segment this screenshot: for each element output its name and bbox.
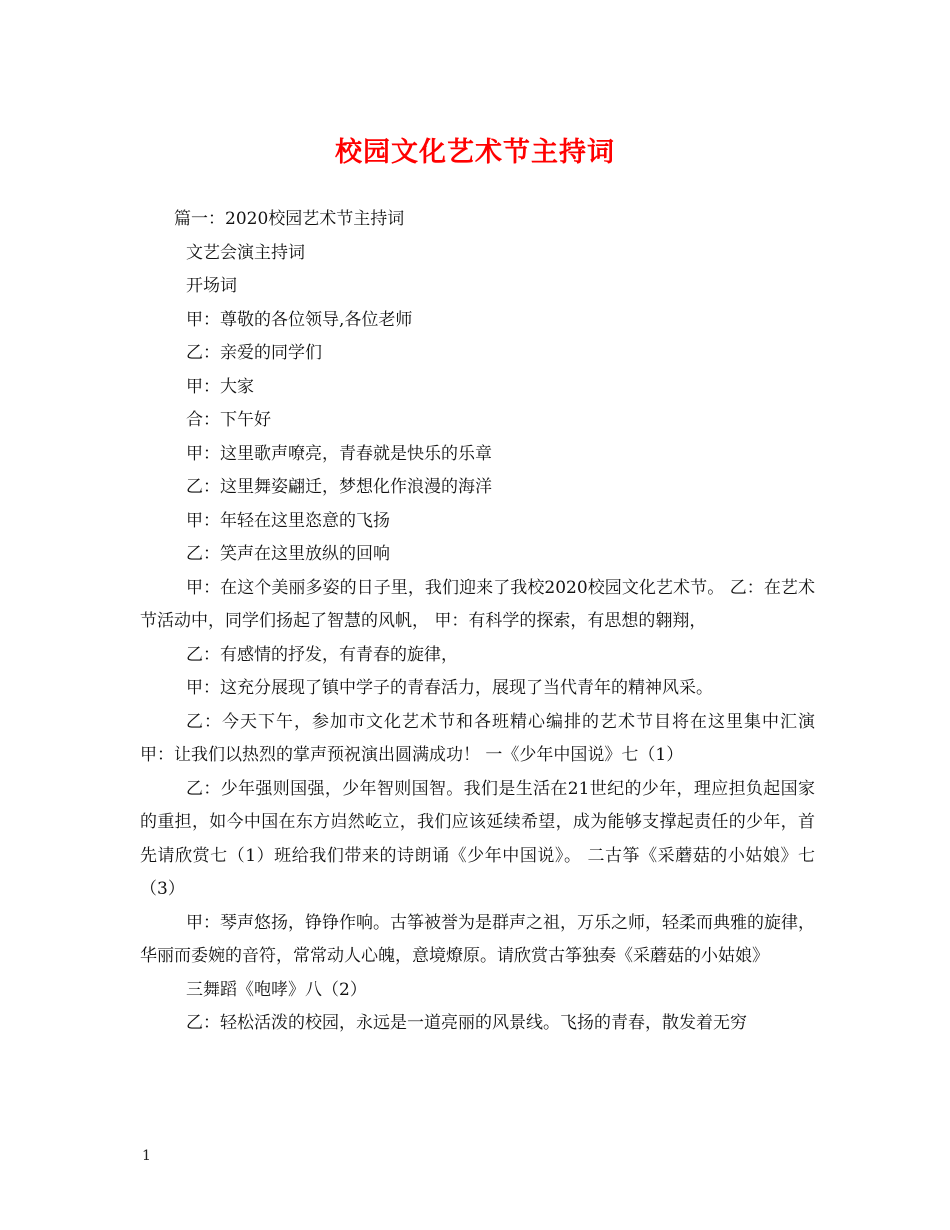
paragraph: 乙：轻松活泼的校园，永远是一道亮丽的风景线。飞扬的青春，散发着无穷 xyxy=(186,1013,747,1033)
paragraph: 甲：尊敬的各位领导,各位老师 xyxy=(186,309,413,330)
paragraph: 文艺会演主持词 xyxy=(186,242,305,263)
paragraph: 甲：琴声悠扬，铮铮作响。古筝被誉为是群声之祖，万乐之师，轻柔而典雅的旋律，华丽而委婉的音符，常常动人心魄，意境燎原。请欣赏古筝独奏《采蘑菇的小姑娘》 xyxy=(140,912,815,966)
document-body xyxy=(140,203,815,1041)
paragraph: 乙：今天下午，参加市文化艺术节和各班精心编排的艺术节目将在这里集中汇演 甲：让我们以热烈的掌声预祝演出圆满成功！ 一《少年中国说》七（1） xyxy=(140,711,815,765)
document-title: 校园文化艺术节主持词 xyxy=(335,137,615,168)
paragraph: 乙：亲爱的同学们 xyxy=(186,343,322,363)
paragraph: 甲：大家 xyxy=(186,376,254,397)
paragraph: 乙：少年强则国强，少年智则国智。我们是生活在21世纪的少年，理应担负起国家的重担，如今中国在东方岿然屹立，我们应该延续希望，成为能够支撑起责任的少年，首先请欣赏七（1）班给我们带来的诗朗诵《少年中国说》。 二古筝《采蘑菇的小姑娘》七（3） xyxy=(140,778,815,899)
paragraph: 开场词 xyxy=(186,276,237,296)
paragraph: 甲：这里歌声嘹亮，青春就是快乐的乐章 xyxy=(186,443,492,464)
paragraph: 合：下午好 xyxy=(186,410,271,430)
paragraph: 三舞蹈《咆哮》八（2） xyxy=(186,979,367,1000)
paragraph: 乙：这里舞姿翩迁，梦想化作浪漫的海洋 xyxy=(186,477,492,497)
paragraph: 甲：年轻在这里恣意的飞扬 xyxy=(186,510,390,531)
paragraph: 篇一：2020校园艺术节主持词 xyxy=(174,209,405,229)
paragraph: 乙：有感情的抒发，有青春的旋律， xyxy=(186,644,458,665)
paragraph: 乙：笑声在这里放纵的回响 xyxy=(186,544,390,564)
page-number: 1 xyxy=(142,1148,151,1164)
paragraph: 甲：这充分展现了镇中学子的青春活力，展现了当代青年的精神风采。 xyxy=(186,678,713,698)
paragraph: 甲：在这个美丽多姿的日子里，我们迎来了我校2020校园文化艺术节。 乙：在艺术节活动中，同学们扬起了智慧的风帆， 甲：有科学的探索，有思想的翱翔， xyxy=(140,577,815,631)
